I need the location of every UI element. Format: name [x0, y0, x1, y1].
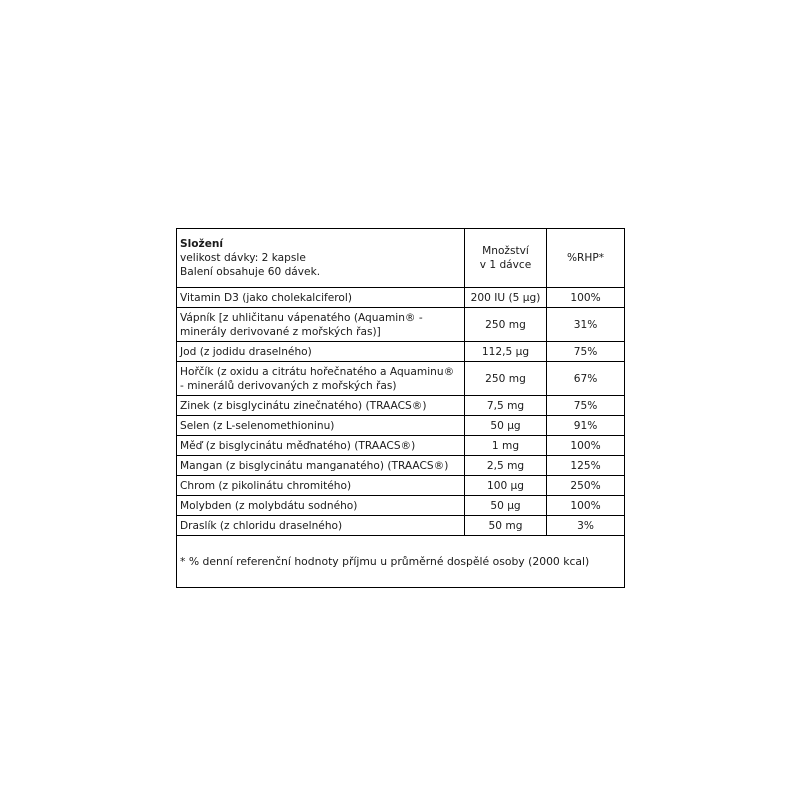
table-row: [177, 516, 625, 536]
ingredient-rhp: 31%: [547, 308, 625, 342]
ingredient-rhp: 100%: [547, 436, 625, 456]
ingredient-rhp: 125%: [547, 456, 625, 476]
ingredient-name: Selen (z L-selenomethioninu): [177, 416, 465, 436]
serving-size: velikost dávky: 2 kapsle: [180, 252, 306, 264]
table-row: [177, 456, 625, 476]
ingredient-rhp: 91%: [547, 416, 625, 436]
ingredient-amount: 50 mg: [465, 516, 547, 536]
ingredient-amount: 50 µg: [465, 416, 547, 436]
table-row: [177, 416, 625, 436]
table-row: [177, 496, 625, 516]
ingredient-rhp: 100%: [547, 496, 625, 516]
ingredient-name: Vápník [z uhličitanu vápenatého (Aquamin® - minerály derivované z mořských řas)]: [177, 308, 465, 342]
ingredient-name: Chrom (z pikolinátu chromitého): [177, 476, 465, 496]
amount-header-line2: v 1 dávce: [479, 259, 532, 271]
header-info-cell: [177, 229, 465, 288]
header-row: [177, 229, 625, 288]
ingredient-rhp: 75%: [547, 396, 625, 416]
ingredient-name: Jod (z jodidu draselného): [177, 342, 465, 362]
footnote-row: [177, 536, 625, 588]
table-row: [177, 476, 625, 496]
ingredient-amount: 1 mg: [465, 436, 547, 456]
table-row: [177, 396, 625, 416]
ingredient-name: Molybden (z molybdátu sodného): [177, 496, 465, 516]
ingredient-amount: 7,5 mg: [465, 396, 547, 416]
ingredient-rhp: 75%: [547, 342, 625, 362]
ingredient-amount: 2,5 mg: [465, 456, 547, 476]
ingredient-name: Hořčík (z oxidu a citrátu hořečnatého a Aquaminu® - minerálů derivovaných z mořských řas): [177, 362, 465, 396]
ingredient-rhp: 250%: [547, 476, 625, 496]
footnote: * % denní referenční hodnoty příjmu u průměrné dospělé osoby (2000 kcal): [177, 536, 625, 588]
package-info: Balení obsahuje 60 dávek.: [180, 266, 321, 278]
ingredient-name: Zinek (z bisglycinátu zinečnatého) (TRAACS®): [177, 396, 465, 416]
ingredient-amount: 200 IU (5 µg): [465, 288, 547, 308]
table-row: [177, 342, 625, 362]
table-row: [177, 288, 625, 308]
table-row: [177, 308, 625, 342]
ingredient-amount: 112,5 µg: [465, 342, 547, 362]
ingredient-name: Mangan (z bisglycinátu manganatého) (TRAACS®): [177, 456, 465, 476]
ingredient-name: Vitamin D3 (jako cholekalciferol): [177, 288, 465, 308]
table-row: [177, 362, 625, 396]
table-row: [177, 436, 625, 456]
rhp-column-header: %RHP*: [547, 229, 625, 288]
ingredient-amount: 100 µg: [465, 476, 547, 496]
composition-table: [176, 228, 625, 588]
ingredient-rhp: 3%: [547, 516, 625, 536]
amount-header-line1: Množství: [482, 245, 529, 257]
ingredient-rhp: 100%: [547, 288, 625, 308]
amount-column-header: [465, 229, 547, 288]
ingredient-amount: 250 mg: [465, 362, 547, 396]
ingredient-name: Draslík (z chloridu draselného): [177, 516, 465, 536]
ingredient-rhp: 67%: [547, 362, 625, 396]
table-title: Složení: [180, 238, 224, 250]
ingredient-name: Měď (z bisglycinátu měďnatého) (TRAACS®): [177, 436, 465, 456]
ingredient-amount: 50 µg: [465, 496, 547, 516]
ingredient-amount: 250 mg: [465, 308, 547, 342]
